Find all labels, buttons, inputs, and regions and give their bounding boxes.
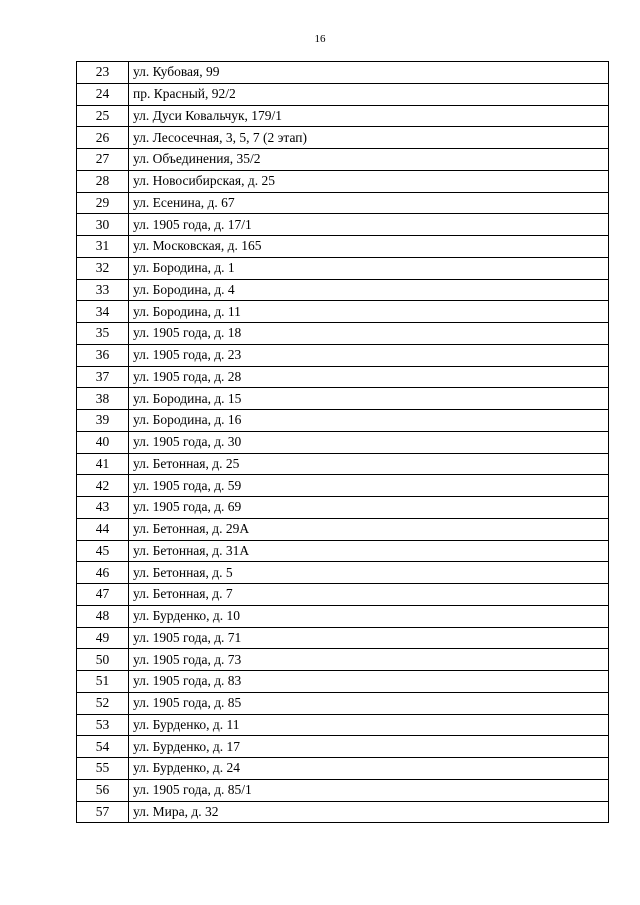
table-row: [77, 801, 609, 823]
row-number-cell: 43: [77, 497, 129, 519]
row-number-cell: 38: [77, 388, 129, 410]
address-cell: ул. Объединения, 35/2: [129, 149, 609, 171]
address-cell: пр. Красный, 92/2: [129, 83, 609, 105]
row-number-cell: 55: [77, 758, 129, 780]
row-number-cell: 42: [77, 475, 129, 497]
table-row: [77, 758, 609, 780]
address-cell: ул. Дуси Ковальчук, 179/1: [129, 105, 609, 127]
table-row: [77, 105, 609, 127]
address-cell: ул. 1905 года, д. 23: [129, 344, 609, 366]
table-row: [77, 366, 609, 388]
table-row: [77, 323, 609, 345]
row-number-cell: 29: [77, 192, 129, 214]
table-row: [77, 127, 609, 149]
address-cell: ул. 1905 года, д. 18: [129, 323, 609, 345]
address-cell: ул. Бетонная, д. 29А: [129, 518, 609, 540]
row-number-cell: 32: [77, 257, 129, 279]
table-row: [77, 388, 609, 410]
address-cell: ул. 1905 года, д. 17/1: [129, 214, 609, 236]
row-number-cell: 28: [77, 170, 129, 192]
row-number-cell: 25: [77, 105, 129, 127]
table-row: [77, 649, 609, 671]
table-row: [77, 605, 609, 627]
table-row: [77, 149, 609, 171]
table-row: [77, 279, 609, 301]
address-cell: ул. 1905 года, д. 85/1: [129, 779, 609, 801]
table-row: [77, 714, 609, 736]
address-cell: ул. Новосибирская, д. 25: [129, 170, 609, 192]
table-row: [77, 584, 609, 606]
row-number-cell: 30: [77, 214, 129, 236]
row-number-cell: 23: [77, 62, 129, 84]
address-cell: ул. 1905 года, д. 85: [129, 692, 609, 714]
address-cell: ул. Бурденко, д. 11: [129, 714, 609, 736]
address-cell: ул. 1905 года, д. 71: [129, 627, 609, 649]
row-number-cell: 24: [77, 83, 129, 105]
table-row: [77, 518, 609, 540]
row-number-cell: 53: [77, 714, 129, 736]
row-number-cell: 40: [77, 431, 129, 453]
address-cell: ул. Мира, д. 32: [129, 801, 609, 823]
table-row: [77, 236, 609, 258]
address-cell: ул. Бетонная, д. 31А: [129, 540, 609, 562]
row-number-cell: 50: [77, 649, 129, 671]
row-number-cell: 56: [77, 779, 129, 801]
address-cell: ул. Бетонная, д. 7: [129, 584, 609, 606]
table-row: [77, 344, 609, 366]
address-cell: ул. Бородина, д. 11: [129, 301, 609, 323]
row-number-cell: 37: [77, 366, 129, 388]
address-cell: ул. Есенина, д. 67: [129, 192, 609, 214]
row-number-cell: 35: [77, 323, 129, 345]
table-row: [77, 692, 609, 714]
address-cell: ул. Московская, д. 165: [129, 236, 609, 258]
row-number-cell: 26: [77, 127, 129, 149]
row-number-cell: 49: [77, 627, 129, 649]
table-row: [77, 192, 609, 214]
table-row: [77, 671, 609, 693]
row-number-cell: 45: [77, 540, 129, 562]
row-number-cell: 52: [77, 692, 129, 714]
row-number-cell: 54: [77, 736, 129, 758]
table-row: [77, 453, 609, 475]
table-row: [77, 170, 609, 192]
page-number: 16: [314, 33, 326, 45]
address-cell: ул. Бородина, д. 4: [129, 279, 609, 301]
table-row: [77, 627, 609, 649]
address-cell: ул. Кубовая, 99: [129, 62, 609, 84]
table-row: [77, 410, 609, 432]
address-cell: ул. 1905 года, д. 59: [129, 475, 609, 497]
address-cell: ул. Лесосечная, 3, 5, 7 (2 этап): [129, 127, 609, 149]
table-row: [77, 301, 609, 323]
table-row: [77, 257, 609, 279]
address-table-body: [77, 62, 609, 823]
address-cell: ул. Бетонная, д. 25: [129, 453, 609, 475]
row-number-cell: 36: [77, 344, 129, 366]
address-cell: ул. Бородина, д. 16: [129, 410, 609, 432]
address-cell: ул. 1905 года, д. 69: [129, 497, 609, 519]
table-row: [77, 736, 609, 758]
row-number-cell: 41: [77, 453, 129, 475]
table-row: [77, 540, 609, 562]
table-row: [77, 214, 609, 236]
address-cell: ул. Бурденко, д. 24: [129, 758, 609, 780]
address-cell: ул. Бурденко, д. 10: [129, 605, 609, 627]
address-cell: ул. Бетонная, д. 5: [129, 562, 609, 584]
row-number-cell: 33: [77, 279, 129, 301]
table-row: [77, 62, 609, 84]
row-number-cell: 47: [77, 584, 129, 606]
row-number-cell: 34: [77, 301, 129, 323]
address-cell: ул. 1905 года, д. 30: [129, 431, 609, 453]
row-number-cell: 51: [77, 671, 129, 693]
row-number-cell: 39: [77, 410, 129, 432]
table-row: [77, 83, 609, 105]
table-row: [77, 779, 609, 801]
table-row: [77, 497, 609, 519]
row-number-cell: 27: [77, 149, 129, 171]
address-cell: ул. Бородина, д. 15: [129, 388, 609, 410]
table-row: [77, 431, 609, 453]
address-table: [76, 61, 609, 823]
address-cell: ул. Бородина, д. 1: [129, 257, 609, 279]
row-number-cell: 31: [77, 236, 129, 258]
address-cell: ул. 1905 года, д. 83: [129, 671, 609, 693]
row-number-cell: 46: [77, 562, 129, 584]
row-number-cell: 57: [77, 801, 129, 823]
address-cell: ул. 1905 года, д. 73: [129, 649, 609, 671]
address-cell: ул. 1905 года, д. 28: [129, 366, 609, 388]
table-row: [77, 562, 609, 584]
address-cell: ул. Бурденко, д. 17: [129, 736, 609, 758]
row-number-cell: 44: [77, 518, 129, 540]
row-number-cell: 48: [77, 605, 129, 627]
table-row: [77, 475, 609, 497]
